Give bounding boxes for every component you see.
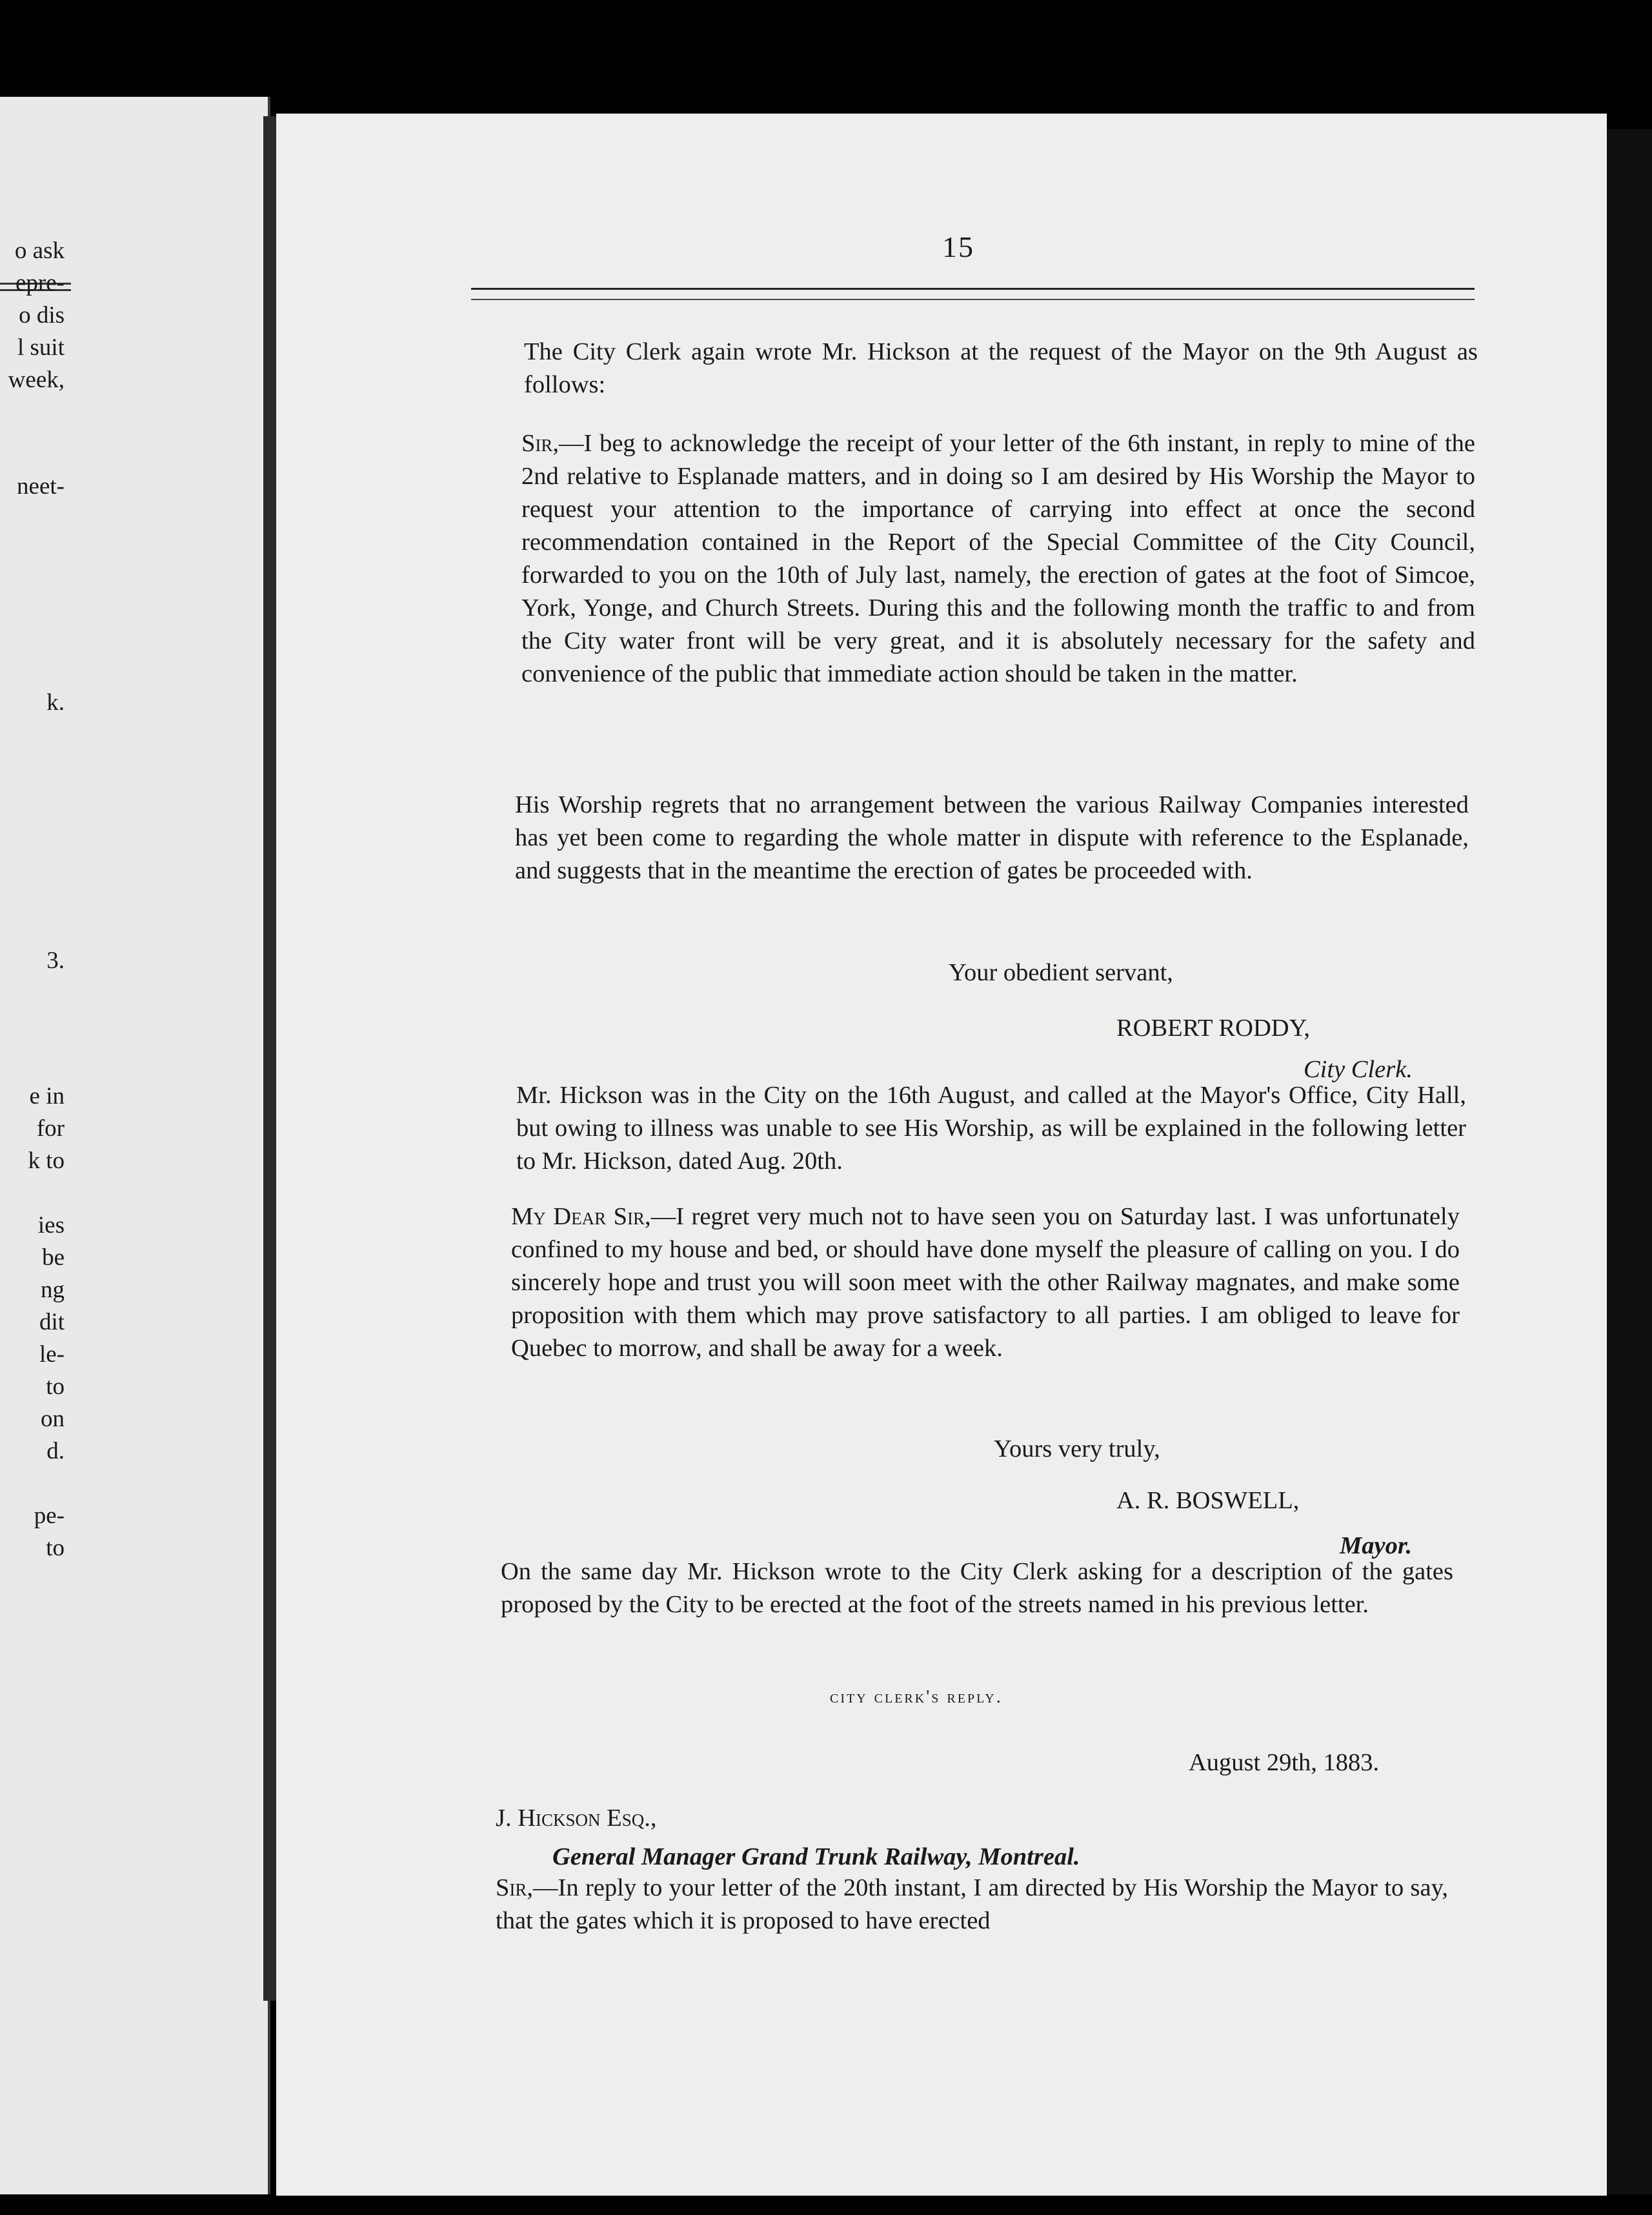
- left-page-fragment-line: pe-: [34, 1502, 65, 1529]
- left-page-fragment-line: k to: [28, 1148, 65, 1174]
- letter1-signer: ROBERT RODDY,: [1116, 1015, 1311, 1042]
- left-page-fragment-line: to: [46, 1373, 65, 1400]
- reply-salutation: Sir,: [496, 1874, 534, 1901]
- letter2-closing: Yours very truly,: [994, 1435, 1160, 1462]
- letter1-paragraph2: His Worship regrets that no arrangement between the various Railway Companies interested has yet been come to regarding the whole matter in dispute with reference to the Esplanade, and suggests that in the meantime the erection of gates be proceeded with.: [515, 791, 1469, 884]
- reply-heading: city clerk's reply.: [830, 1687, 1003, 1707]
- letter1-closing: Your obedient servant,: [949, 959, 1173, 986]
- letter2-body: [511, 1200, 1460, 1365]
- left-page-fragment-line: on: [41, 1406, 65, 1432]
- reply-text: —In reply to your letter of the 20th instant, I am directed by His Worship the Mayor to say, that the gates which it is proposed to have erected: [496, 1874, 1448, 1934]
- left-page-fragment-line: neet-: [17, 473, 65, 500]
- page-number: 15: [942, 230, 974, 263]
- left-page-fragment-line: le-: [39, 1341, 65, 1368]
- left-page-fragment-line: l suit: [17, 334, 65, 361]
- left-page-fragment: [0, 97, 270, 2194]
- left-page-fragment-line: ng: [41, 1277, 65, 1303]
- left-page-fragment-line: dit: [39, 1309, 65, 1335]
- narrative-paragraph-3: On the same day Mr. Hickson wrote to the City Clerk asking for a description of the gates proposed by the City to be erected at the foot of the streets named in his previous letter.: [501, 1558, 1453, 1618]
- left-page-fragment-line: k.: [46, 689, 65, 716]
- header-rule: [471, 288, 1475, 300]
- reply-body: [496, 1872, 1448, 1937]
- narrative-paragraph-2: Mr. Hickson was in the City on the 16th August, and called at the Mayor's Office, City Hall, but owing to illness was unable to see His Worship, as will be explained in the following letter to Mr. Hickson, dated Aug. 20th.: [516, 1082, 1466, 1175]
- letter2-signer: A. R. BOSWELL,: [1116, 1487, 1300, 1514]
- left-page-fragment-line: ies: [37, 1212, 65, 1239]
- letter2-title: Mayor.: [1340, 1532, 1413, 1559]
- left-page-fragment-line: e in: [29, 1083, 65, 1109]
- letter1-title: City Clerk.: [1304, 1056, 1413, 1083]
- left-page-fragment-line: o ask: [14, 238, 65, 264]
- letter1-salutation: Sir,: [521, 430, 559, 457]
- reply-addressee: J. Hickson Esq.,: [496, 1805, 657, 1832]
- intro-paragraph: The City Clerk again wrote Mr. Hickson at the request of the Mayor on the 9th August as follows:: [524, 338, 1478, 398]
- left-page-fragment-line: o dis: [19, 302, 65, 329]
- left-page-fragment-line: epre-: [15, 270, 65, 296]
- left-page-fragment-line: be: [42, 1244, 65, 1271]
- letter1-text: —I beg to acknowledge the receipt of your letter of the 6th instant, in reply to mine of the 2nd relative to Esplanade matters, and in doing so I am desired by His Worship the Mayor to request your attention to the importance of carrying into effect at once the second recommendation contained in the Report of the Special Committee of the City Council, forwarded to you on the 10th of July last, namely, the erection of gates at the foot of Simcoe, York, Yonge, and Church Streets. During this and the following month the traffic to and from the City water front will be very great, and it is absolutely necessary for the safety and convenience of the public that immediate action should be taken in the matter.: [521, 430, 1475, 687]
- left-page-fragment-line: d.: [46, 1438, 65, 1464]
- letter1-body: [521, 427, 1475, 691]
- left-page-fragment-line: to: [46, 1535, 65, 1561]
- reply-addressee-title: General Manager Grand Trunk Railway, Montreal.: [552, 1843, 1080, 1870]
- letter2-salutation: My Dear Sir,: [511, 1203, 651, 1230]
- reply-date: August 29th, 1883.: [1189, 1749, 1380, 1776]
- left-page-fragment-line: 3.: [46, 947, 65, 974]
- book-gutter: [263, 116, 276, 2001]
- letter2-text: —I regret very much not to have seen you on Saturday last. I was unfortunately confined to my house and bed, or should have done myself the pleasure of calling on you. I do sincerely hope and trust you will soon meet with the other Railway magnates, and make some proposition with them which may prove satisfactory to all parties. I am obliged to leave for Quebec to morrow, and shall be away for a week.: [511, 1203, 1460, 1362]
- left-page-fragment-line: week,: [8, 367, 65, 393]
- left-page-fragment-line: for: [36, 1115, 65, 1142]
